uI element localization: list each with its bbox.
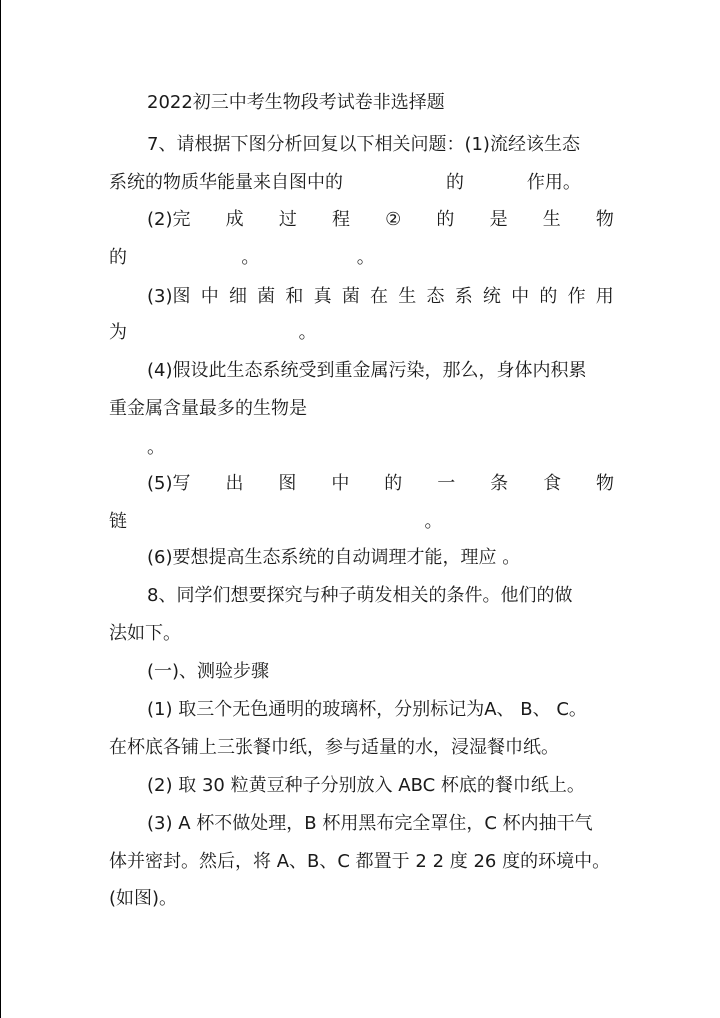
q7-line-1: 7、请根据下图分析回复以下相关问题：(1)流经该生态 bbox=[147, 134, 580, 155]
q7-part5-char: 出 bbox=[225, 473, 244, 494]
q8-step3-line-2: 体并密封。然后，将 A、B、C 都置于 2 2 度 26 度的环境中。 bbox=[109, 851, 611, 872]
q8-step3-line-1: (3) A 杯不做处理，B 杯用黑布完全罩住，C 杯内抽干气 bbox=[147, 813, 593, 834]
q7-part5-char: 的 bbox=[384, 473, 403, 494]
q7-part2-char: 成 bbox=[225, 209, 244, 230]
q7-part2-blank: 的 。 。 bbox=[109, 247, 375, 268]
q7-part2-char: 程 bbox=[331, 209, 350, 230]
q7-part5-char: 条 bbox=[490, 473, 509, 494]
q7-part4-line-2: 重金属含量最多的生物是 bbox=[109, 398, 307, 419]
q7-part3-char: 的 bbox=[539, 286, 558, 307]
q7-part3-char: 和 bbox=[285, 286, 304, 307]
q7-part3-char: 细 bbox=[228, 286, 247, 307]
q7-part3-char: 在 bbox=[370, 286, 389, 307]
q8-step2-line: (2) 取 30 粒黄豆种子分别放入 ABC 杯底的餐巾纸上。 bbox=[147, 775, 585, 796]
q8-step1-line-1: (1) 取三个无色通明的玻璃杯，分别标记为A、 B、 C。 bbox=[147, 699, 587, 720]
q7-part6-line: (6)要想提高生态系统的自动调理才能，理应 。 bbox=[147, 547, 521, 568]
q7-part4-blank: 。 bbox=[147, 437, 165, 458]
q7-part5-char: 中 bbox=[331, 473, 350, 494]
q7-part3-char: 中 bbox=[511, 286, 530, 307]
q7-part5-line bbox=[147, 468, 614, 500]
q7-part3-char: 生 bbox=[398, 286, 417, 307]
q7-part2-char: 生 bbox=[542, 209, 561, 230]
q7-part2-char: 是 bbox=[489, 209, 508, 230]
q7-part3-char: 菌 bbox=[341, 286, 360, 307]
q7-part5-char: 物 bbox=[596, 473, 614, 494]
q7-part3-char: 真 bbox=[313, 286, 332, 307]
q7-part2-line bbox=[147, 204, 614, 236]
q7-part3-char: (3)图 bbox=[147, 286, 191, 307]
q7-line-2: 系统的物质华能量来自图中的 的 作用。 bbox=[109, 172, 581, 193]
q7-part2-char: 的 bbox=[436, 209, 455, 230]
q8-section-heading: (一)、测验步骤 bbox=[147, 661, 270, 682]
q7-part3-char: 作 bbox=[567, 286, 586, 307]
q7-part3-char: 态 bbox=[426, 286, 445, 307]
q8-step3-line-3: (如图)。 bbox=[109, 888, 178, 909]
q7-part5-char: 图 bbox=[278, 473, 297, 494]
q7-part5-blank: 链 。 bbox=[109, 511, 443, 532]
q7-part3-char: 统 bbox=[482, 286, 501, 307]
q7-part5-char: 食 bbox=[543, 473, 562, 494]
q7-part5-char: (5)写 bbox=[147, 473, 191, 494]
q7-part2-char: 物 bbox=[595, 209, 614, 230]
q7-part3-blank: 为 。 bbox=[109, 322, 317, 343]
page-left-border bbox=[0, 0, 1, 1018]
q8-line-2: 法如下。 bbox=[109, 623, 181, 644]
q7-part3-char: 系 bbox=[454, 286, 473, 307]
q7-part3-char: 菌 bbox=[257, 286, 276, 307]
q7-part3-line bbox=[147, 281, 614, 313]
q7-part3-char: 用 bbox=[595, 286, 614, 307]
q7-part2-char: (2)完 bbox=[147, 209, 191, 230]
q7-part4-line-1: (4)假设此生态系统受到重金属污染，那么，身体内积累 bbox=[147, 360, 587, 381]
q8-step1-line-2: 在杯底各铺上三张餐巾纸，参与适量的水，浸湿餐巾纸。 bbox=[109, 737, 559, 758]
exam-title: 2022初三中考生物段考试卷非选择题 bbox=[147, 92, 445, 113]
q7-part3-char: 中 bbox=[200, 286, 219, 307]
q7-part2-char: 过 bbox=[278, 209, 297, 230]
q7-part5-char: 一 bbox=[437, 473, 456, 494]
q7-part2-char: ② bbox=[385, 209, 402, 230]
q8-line-1: 8、同学们想要探究与种子萌发相关的条件。他们的做 bbox=[147, 585, 573, 606]
